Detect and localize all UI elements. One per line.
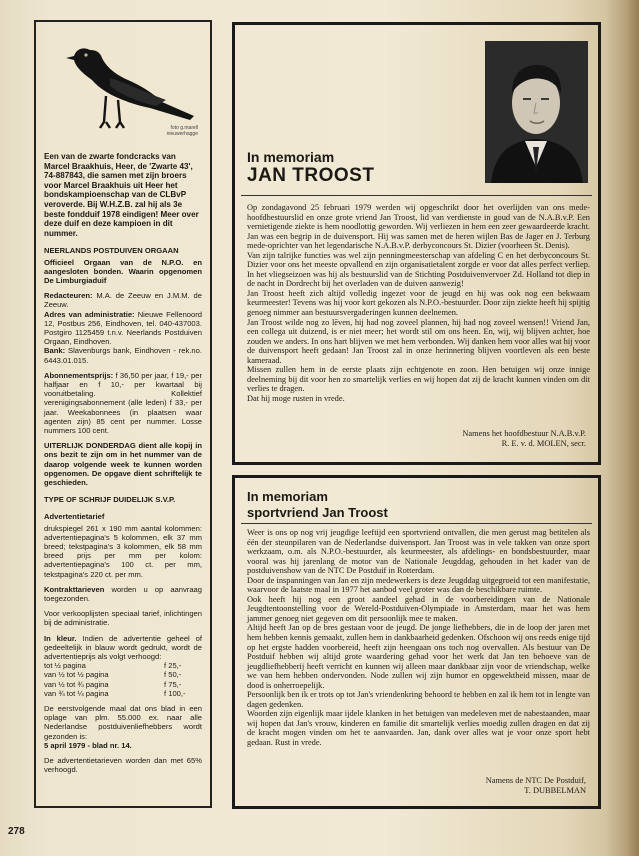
obituary-2-title: In memoriam bbox=[247, 489, 328, 504]
obituary-2-subtitle: sportvriend Jan Troost bbox=[247, 505, 388, 520]
paragraph: Jan Troost wilde nog zo lēven, hij had nog zoveel plannen, hij had nog zoveel wensen!! Vriend Jan, een collega uit duizend, is er niet meer; het wordt stil om ons heen. En, wij, wij blijven achter, hoe zouden we anders. In ons hart blijven we met hem verbonden. Wij danken hem voor alles wat hij voor de duivensport heeft gedaan! Jan Troost zal in onze herinnering blijven voortleven als een beste kameraad. bbox=[247, 317, 590, 365]
paragraph: Weer is ons op nog vrij jeugdige leeftijd een sportvriend ontvallen, die men gerust mag betitelen als één der steunpilaren van de Nederlandse duivensport. Jan Troost was in vele takken van onze sport werkzaam, o.m. als N.P.O.-bestuurder, als keurmeester, als afdelings- en bondsbestuurder, maar vooral was hij jarenlang de motor van de Nationale Jeugddag, gehouden in het kader van de postduivenshow van de NTC De Postduif in Rotterdam. bbox=[247, 528, 590, 576]
obituary-2-body bbox=[247, 528, 590, 748]
pigeon-photo bbox=[44, 28, 202, 146]
paragraph: Missen zullen hem in de eerste plaats zijn echtgenote en zoon. Hen betuigen wij onze innige deelneming bij dit voor hen zo smartelijk verlies en wij hopen dat zij de kracht kunnen vinden om dit verlies te dragen. bbox=[247, 365, 590, 394]
obituary-2-signature: Namens de NTC De Postduif, T. DUBBELMAN bbox=[485, 776, 586, 795]
paragraph: Van zijn talrijke functies was wel zijn penningmeesterschap van afdeling C en het derbyconcours St. Dizier voor ons het meeste opvallend en zijn organisatietalent zorgde er voor dat alles perfect verliep. In het vliegseizoen was hij als bestuurslid van de Stichting Postduivenvervoer Zd. Holland tot diep in de nacht in Dordrecht bij het overladen van de duiven aanwezig! bbox=[247, 250, 590, 289]
type-heading: TYPE OF SCHRIJF DUIDELIJK S.V.P. bbox=[44, 495, 176, 505]
pigeon-caption: Een van de zwarte fondcracks van Marcel Braakhuis, Heer, de 'Zwarte 43', 74-887843, die samen met zijn broers voor Marcel Braakhuis uit Heer het bondskampioenschap van de CLBvP veroverde. Bij W.H.Z.B. zal hij als 3e beste fondduif 1978 eindigen! Meer over deze duif en deze kampioen in dit nummer. bbox=[44, 152, 199, 238]
bank-info: Bank: Slavenburgs bank, Eindhoven - rek.no. 6443.01.015. bbox=[44, 346, 202, 365]
portrait-photo bbox=[485, 41, 588, 183]
page-binding-shadow bbox=[605, 0, 639, 856]
paragraph: Dat hij moge rusten in vrede. bbox=[247, 393, 345, 403]
deadline-notice: UITERLIJK DONDERDAG dient alle kopij in ons bezit te zijn om in het nummer van de daarop volgende week te kunnen worden opgenomen. De opgave dient schriftelijk te geschieden. bbox=[44, 441, 202, 488]
organ-text: Officieel Orgaan van de N.P.O. en aangesloten bonden. Waarin opgenomen De Limburgiaduif bbox=[44, 257, 202, 285]
redaction-info: Redacteuren: M.A. de Zeeuw en J.M.M. de Zeeuw. bbox=[44, 291, 202, 310]
left-info-column bbox=[34, 20, 212, 808]
admin-info: Adres van administratie: Nieuwe Fellenoord 12, Postbus 256, Eindhoven, tel. 040-437003. Postgiro 1125459 t.n.v. Neerlands Postduiven Orgaan, Eindhoven. bbox=[44, 309, 202, 347]
divider bbox=[241, 523, 592, 524]
paragraph: Door de inspanningen van Jan en zijn medewerkers is deze Jeugddag uitgegroeid tot een manifestatie, waarvoor de laatste maal in 1977 het aanbod veel groter was dan de beschikbare ruimte. bbox=[247, 575, 590, 595]
obituary-panel-1 bbox=[232, 22, 601, 465]
paragraph: Jan Troost heeft zich altijd volledig ingezet voor de jeugd en hij was ook nog een bekwaam keurmeester! Tevens was hij voor kort gekozen als N.P.O.-bestuurder. Door zijn ziekte heeft hij spijtig genoeg nimmer aan bestuursvergaderingen kunnen deelnemen. bbox=[247, 288, 590, 318]
paragraph: Persoonlijk ben ik er trots op tot Jan's vriendenkring behoord te hebben en zal ik hem tot in lengte van dagen gedenken. bbox=[247, 690, 590, 709]
paragraph: Ook heeft hij nog een groot aandeel gehad in de voorbereidingen van de Nationale Jeugdtentoonstelling voor de Wereld-Postduiven-Olympiade in Amsterdam, maar het was hem jammer genoeg niet gegeven om dit persoonlijk mee te maken. bbox=[247, 594, 590, 623]
pigeon-image bbox=[62, 36, 202, 136]
color-rate-row: tot ½ pagina f 25,- bbox=[44, 661, 182, 671]
divider bbox=[241, 195, 592, 196]
obituary-panel-2 bbox=[232, 475, 601, 809]
color-rate-row: van ¾ tot ¼ pagina f 100,- bbox=[44, 688, 186, 698]
portrait-image bbox=[485, 41, 588, 183]
contract-info: Kontrakttarieven worden u op aanvraag toegezonden. bbox=[44, 584, 202, 604]
photo-credit: foto g.marell nieuwerhagge bbox=[166, 125, 198, 137]
obituary-1-name: JAN TROOST bbox=[247, 165, 375, 186]
page-number: 278 bbox=[8, 826, 25, 837]
color-rate-row: van ½ tot ¾ pagina f 75,- bbox=[44, 679, 182, 689]
presale-info: Voor verkooplijsten speciaal tarief, inlichtingen bij de administratie. bbox=[44, 609, 202, 628]
circulation-info: De eerstvolgende maal dat ons blad in een oplage van plm. 55.000 ex. naar alle Nederlandse postduivenliefhebbers wordt gezonden is: bbox=[44, 704, 202, 741]
circulation-date: 5 april 1979 - blad nr. 14. bbox=[44, 740, 132, 750]
paragraph: Woorden zijn eigenlijk maar ijdele klanken in het betuigen van medeleven met de nabestaanden, maar wij hopen dat Jan's vrouw, kinderen en familie dit smartelijk verlies moedig zullen dragen en dat zij de kracht mogen vinden om het te aanvaarden. Jan, dank over alles wat je voor onze sport hebt gedaan. Rust in vrede. bbox=[247, 709, 590, 748]
ad-rates-heading: Advertentietarief bbox=[44, 512, 105, 522]
paragraph: Altijd heeft Jan op de bres gestaan voor de jeugd. De jonge liefhebbers, die in de loop der jaren met hem hebben kennis gemaakt, zullen hem in dankbaarheid gedenken. Ofschoon wij ons reeds enige tijd op het ergste hadden voorbereid, heeft zijn heengaan ons toch nog overvallen. Als bestuur van De Postduif hebben wij altijd grote waardering gehad voor het werk dat Jan ten behoeve van de jeugdliefhebberij heeft verricht en kunnen wij alleen maar dankbaar zijn voor de vriendschap, welke we van hem hebben ondervonden. Node zullen wij zijn humor en opgewektheid missen, maar de dood is onherroepelijk. bbox=[247, 623, 590, 690]
color-rates-list bbox=[44, 661, 202, 698]
obituary-1-body bbox=[247, 203, 590, 403]
subscription-info: Abonnementsprijs: f 36,50 per jaar, f 19,- per halfjaar en f 10,- per kwartaal bij vooruitbetaling. Kollektief verenigingsabonnement (alle leden) f 33,- per jaar. Weekabonnees (in plaatsen waar agenten zijn) 85 cent per nummer. Losse nummers 100 cent. bbox=[44, 370, 202, 435]
color-info: In kleur. Indien de advertentie geheel of gedeeltelijk in blauw wordt gedrukt, wordt de advertentieprijs als volgt verhoogd: bbox=[44, 633, 202, 662]
obituary-1-title: In memoriam bbox=[247, 149, 335, 165]
color-rate-row: van ½ tot ½ pagina f 50,- bbox=[44, 670, 182, 680]
ad-rates-text: drukspiegel 261 x 190 mm aantal kolommen: advertentiepagina's 5 kolommen, elk 37 mm breed; tekstpagina's 3 kolommen, elk 58 mm breed prijs per mm per kolom: advertentiepagina's 100 ct. per mm, tekstpagina's 220 ct. per mm. bbox=[44, 523, 202, 579]
rate-increase-note: De advertentietarieven worden dan met 65% verhoogd. bbox=[44, 756, 202, 775]
obituary-1-signature: Namens het hoofdbestuur N.A.B.v.P. R. E. v. d. MOLEN, secr. bbox=[462, 429, 586, 448]
organ-heading: NEERLANDS POSTDUIVEN ORGAAN bbox=[44, 246, 179, 256]
paragraph: Op zondagavond 25 februari 1979 werden wij opgeschrikt door het overlijden van ons mede-hoofdbestuurslid en onze grote vriend Jan Troost, lid van verdienste in goud van de N.A.B.v.P. Een vernietigende ziekte is hem noodlottig geworden. Wij verliezen in hem een zeer gewaardeerde kracht. Jan was een begrip in de duivensport. Hij was samen met de heren wijlen Bas de Jager en J. Terburg mede-oprichter van het legendarische N.A.B.v.P. derbyconcours St. Dizier (voorheen St. Denis). bbox=[247, 203, 590, 251]
